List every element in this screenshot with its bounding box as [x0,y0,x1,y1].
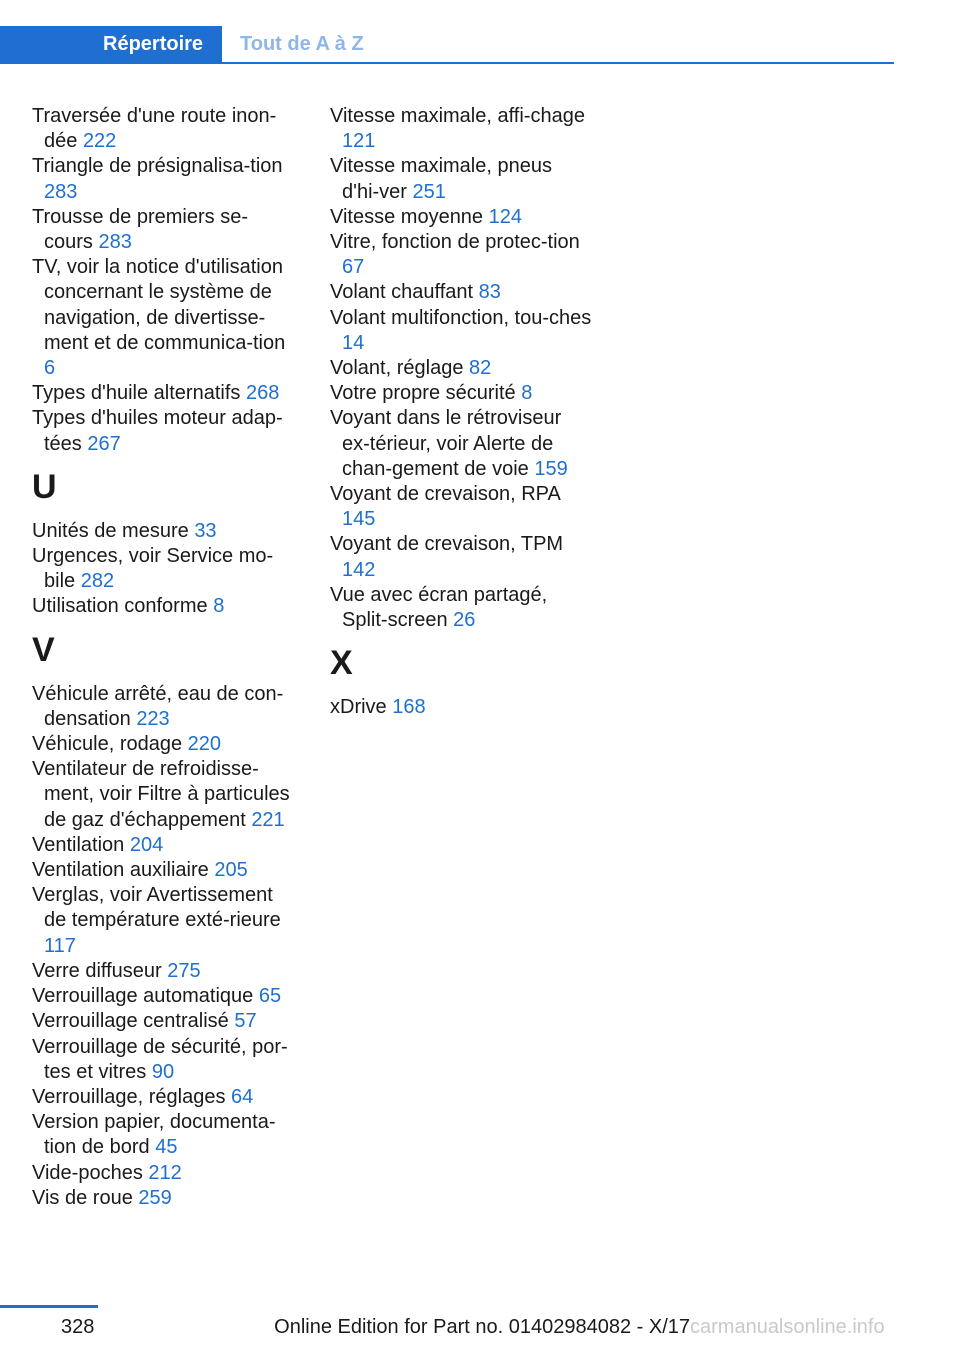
index-entry-text: Types d'huiles moteur adap‐tées [32,407,283,455]
index-entry-text: Véhicule, rodage [32,733,183,756]
index-entry-text: Ventilation [32,833,125,856]
index-entry-page-link[interactable]: 205 [214,859,248,882]
index-entry-text: Trousse de premiers se‐cours [32,205,248,254]
index-entry-text: Volant chauffant [330,281,474,304]
index-entry [330,532,592,582]
index-entry-page-link[interactable]: 26 [453,609,476,632]
tab-repertoire[interactable]: Répertoire [0,26,222,62]
index-entry-text: xDrive [330,696,387,719]
index-entry-page-link[interactable]: 168 [392,696,426,719]
index-entry-text: Verre diffuseur [32,959,162,982]
index-entry-text: Verrouillage centralisé [32,1010,229,1033]
index-entry [330,356,592,381]
index-entry [330,230,592,280]
index-entry-text: Vis de roue [32,1186,133,1209]
index-entry [330,154,592,204]
index-entry-page-link[interactable]: 222 [82,130,117,153]
index-entry-page-link[interactable]: 267 [87,432,121,455]
index-entry-text: Traversée d'une route inon‐dée [32,105,277,153]
index-entry [32,959,294,984]
index-entry [32,757,294,833]
index-entry-page-link[interactable]: 283 [98,231,132,254]
index-entry-text: Unités de mesure [32,519,189,542]
index-entry-text: Verrouillage de sécurité, por‐tes et vitres [32,1035,288,1083]
watermark: carmanualsonline.info [690,1316,885,1338]
index-block [32,104,294,457]
index-entry [330,104,592,154]
index-entry-text: Ventilation auxiliaire [32,859,209,882]
index-entry-page-link[interactable]: 268 [245,382,280,405]
page-number: 328 [61,1316,95,1338]
index-entry-text: Utilisation conforme [32,595,208,618]
index-entry [32,406,294,456]
index-entry [32,984,294,1009]
index-entry [330,306,592,356]
index-entry-text: Vide-poches [32,1161,143,1184]
index-entry [32,544,294,594]
index-entry-page-link[interactable]: 275 [167,959,201,982]
index-entry-page-link[interactable]: 142 [342,558,376,581]
index-entry-page-link[interactable]: 159 [534,457,568,480]
index-entry-text: Verrouillage automatique [32,985,254,1008]
index-entry-text: Ventilateur de refroidisse‐ment, voir Filtre à particules de gaz d'échappement [32,758,290,831]
index-entry [330,381,592,406]
edition-note: Online Edition for Part no. 01402984082 - X/17 [274,1316,690,1338]
index-entry-page-link[interactable]: 8 [213,595,225,618]
index-entry [330,406,592,482]
index-entry-page-link[interactable]: 259 [138,1186,172,1209]
index-entry-page-link[interactable]: 204 [129,833,164,856]
index-entry-page-link[interactable]: 221 [251,808,285,831]
index-entry-page-link[interactable]: 220 [187,733,222,756]
index-entry-page-link[interactable]: 45 [155,1136,178,1159]
index-entry [32,154,294,204]
index-entry-text: Voyant de crevaison, TPM [330,533,564,556]
index-entry-page-link[interactable]: 67 [342,256,365,279]
index-block [330,104,592,633]
index-entry-page-link[interactable]: 212 [148,1161,182,1184]
index-entry-text: Types d'huile alternatifs [32,382,241,405]
index-entry-page-link[interactable]: 117 [44,934,76,957]
index-entry-page-link[interactable]: 82 [469,357,492,380]
index-entry [32,255,294,381]
index-entry [330,205,592,230]
index-entry [330,583,592,633]
index-entry-text: Votre propre sécurité [330,382,516,405]
index-entry [32,205,294,255]
index-entry-text: Volant, réglage [330,357,464,380]
tab-bar [0,26,894,64]
index-block [32,682,294,1211]
index-entry-text: TV, voir la notice d'utilisation concernant le système de navigation, de divertisse‐ment et de communica‐tion [32,256,286,354]
index-entry-text: Vitre, fonction de protec‐tion [330,231,580,254]
footer-rule [0,1305,98,1308]
index-entry [32,732,294,757]
index-entry [32,1161,294,1186]
section-letter-u: U [32,467,57,506]
index-entry-text: Véhicule arrêté, eau de con‐densation [32,682,284,730]
index-entry-page-link[interactable]: 57 [234,1010,257,1033]
index-entry-page-link[interactable]: 83 [478,281,501,304]
section-letter-x: X [330,644,353,683]
index-column-right [330,104,592,720]
index-block [32,519,294,620]
index-entry [330,695,592,720]
index-column-left [32,104,294,1211]
index-entry [32,858,294,883]
index-entry-text: Volant multifonction, tou‐ches [330,306,592,329]
index-entry-page-link[interactable]: 33 [194,519,217,542]
index-entry [32,381,294,406]
index-entry-text: Voyant dans le rétroviseur ex‐térieur, voir Alerte de chan‐gement de voie [330,407,562,480]
index-entry [32,1035,294,1085]
index-entry-page-link[interactable]: 145 [342,508,376,531]
index-entry-page-link[interactable]: 90 [151,1060,175,1083]
index-entry-text: Vitesse maximale, affi‐chage [330,105,585,127]
index-entry [32,1009,294,1034]
index-entry-page-link[interactable]: 65 [258,985,282,1008]
index-entry-text: Verrouillage, réglages [32,1085,226,1108]
index-entry [32,1110,294,1160]
index-entry [32,833,294,858]
index-entry-text: Vitesse moyenne [330,205,484,228]
index-entry-page-link[interactable]: 251 [412,180,446,203]
index-entry-page-link[interactable]: 8 [521,382,533,405]
index-entry-text: Voyant de crevaison, RPA [330,483,560,506]
index-entry [32,1085,294,1110]
index-entry-page-link[interactable]: 124 [488,205,522,228]
section-letter-v: V [32,630,55,669]
index-entry-text: Triangle de présignalisa‐tion [32,155,283,178]
tab-tout-de-a-a-z[interactable]: Tout de A à Z [240,33,364,55]
index-entry [32,1186,294,1211]
index-entry [32,883,294,959]
index-entry-page-link[interactable]: 223 [136,707,170,730]
index-entry [32,682,294,732]
index-entry-text: Version papier, documenta‐tion de bord [32,1111,276,1159]
index-entry [32,104,294,154]
index-entry [330,482,592,532]
index-entry [330,280,592,305]
index-entry-page-link[interactable]: 64 [231,1085,254,1108]
index-entry [32,519,294,544]
index-entry-page-link[interactable]: 14 [342,331,365,354]
index-entry-text: Verglas, voir Avertissement de température exté‐rieure [32,884,281,932]
index-entry-page-link[interactable]: 121 [342,130,376,153]
index-entry-text: Vue avec écran partagé, Split-screen [330,583,548,632]
index-entry-text: Urgences, voir Service mo‐bile [32,545,274,593]
index-entry-page-link[interactable]: 282 [80,570,115,593]
index-entry-page-link[interactable]: 283 [44,180,78,203]
index-block [330,695,592,720]
index-entry [32,594,294,619]
index-entry-page-link[interactable]: 6 [44,357,56,380]
index-entry-text: Vitesse maximale, pneus d'hi‐ver [330,155,552,203]
